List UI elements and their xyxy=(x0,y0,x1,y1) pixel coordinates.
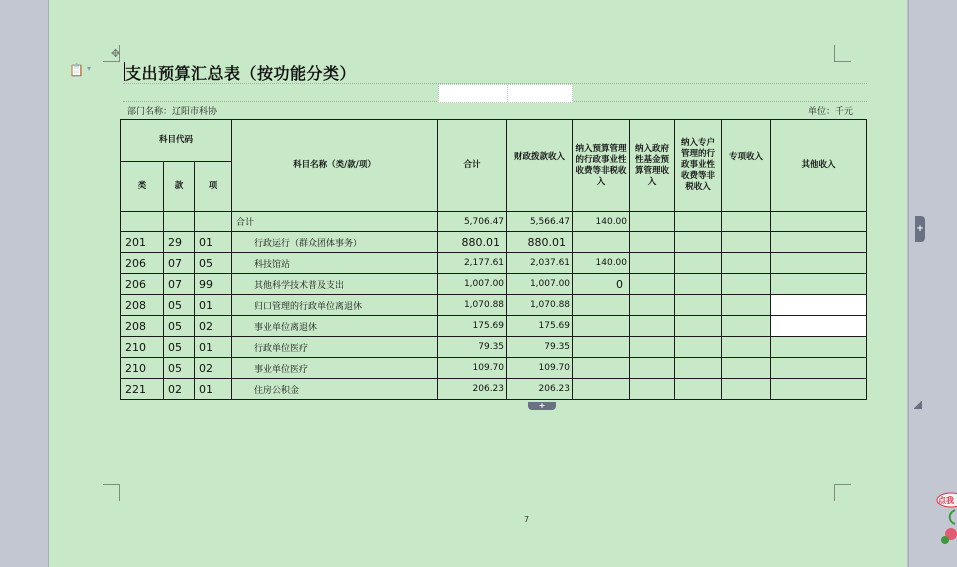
header-gov-fund: 纳入政府性基金预算管理收入 xyxy=(630,120,675,212)
cell-class[interactable]: 206 xyxy=(121,274,164,295)
header-subject-name: 科目名称（类/款/项） xyxy=(232,120,438,212)
cell-name[interactable]: 事业单位医疗 xyxy=(232,358,438,379)
cell-class[interactable]: 201 xyxy=(121,232,164,253)
add-row-icon[interactable]: + xyxy=(915,216,925,242)
cell-gov-fund[interactable] xyxy=(630,232,675,253)
cell-total[interactable]: 79.35 xyxy=(438,337,507,358)
table-row[interactable] xyxy=(121,253,867,274)
cell-section[interactable]: 05 xyxy=(164,316,195,337)
cell-name[interactable]: 事业单位离退休 xyxy=(232,316,438,337)
header-special-income: 专项收入 xyxy=(722,120,771,212)
promo-flower-icon[interactable] xyxy=(931,488,957,548)
header-special-fees: 纳入专户管理的行政事业性收费等非税收入 xyxy=(675,120,722,212)
add-column-icon[interactable]: + xyxy=(528,402,556,410)
cell-class[interactable]: 210 xyxy=(121,358,164,379)
cell-fiscal[interactable]: 175.69 xyxy=(507,316,573,337)
cell-special-income[interactable] xyxy=(722,337,771,358)
header-item: 项 xyxy=(195,162,232,212)
table-row[interactable] xyxy=(121,295,867,316)
cell-total[interactable]: 206.23 xyxy=(438,379,507,400)
cell-class[interactable]: 210 xyxy=(121,337,164,358)
header-subject-code: 科目代码 xyxy=(121,120,232,162)
cell-item[interactable]: 01 xyxy=(195,337,232,358)
page-corner-mark-bottom-right xyxy=(834,484,851,501)
cell-item[interactable]: 99 xyxy=(195,274,232,295)
header-fiscal-allocation: 财政拨款收入 xyxy=(507,120,573,212)
cell-other-income[interactable] xyxy=(771,337,867,358)
cell-special-income[interactable] xyxy=(722,253,771,274)
cell-special-fees[interactable] xyxy=(675,358,722,379)
cell-item[interactable]: 01 xyxy=(195,295,232,316)
cell-total[interactable]: 1,070.88 xyxy=(438,295,507,316)
cell-name[interactable]: 行政单位医疗 xyxy=(232,337,438,358)
cell-class[interactable]: 208 xyxy=(121,295,164,316)
cell-special-fees[interactable] xyxy=(675,295,722,316)
cell-class[interactable]: 206 xyxy=(121,253,164,274)
cell-item[interactable]: 05 xyxy=(195,253,232,274)
budget-table xyxy=(120,119,867,400)
cell[interactable] xyxy=(771,212,867,232)
cell-section[interactable]: 02 xyxy=(164,379,195,400)
cell-name[interactable]: 行政运行（群众团体事务） xyxy=(232,232,438,253)
cell-other-income[interactable] xyxy=(771,253,867,274)
cell-special-fees[interactable] xyxy=(675,379,722,400)
cell-gov-fund[interactable] xyxy=(630,316,675,337)
cell-section[interactable]: 05 xyxy=(164,358,195,379)
cell[interactable] xyxy=(675,212,722,232)
cell-gov-fund[interactable] xyxy=(630,379,675,400)
cell-fiscal[interactable]: 2,037.61 xyxy=(507,253,573,274)
table-row[interactable] xyxy=(121,274,867,295)
cell-admin-fees[interactable] xyxy=(573,379,630,400)
cell-fiscal[interactable]: 1,007.00 xyxy=(507,274,573,295)
page-corner-mark-bottom-left xyxy=(103,484,120,501)
table-move-icon[interactable]: ✥ xyxy=(111,47,121,60)
document-page[interactable] xyxy=(49,0,924,567)
header-class: 类 xyxy=(121,162,164,212)
cell-special-income[interactable] xyxy=(722,274,771,295)
cell-fiscal[interactable]: 880.01 xyxy=(507,232,573,253)
cell[interactable] xyxy=(630,212,675,232)
paste-options-icon[interactable]: 📋 xyxy=(69,63,84,77)
header-section: 款 xyxy=(164,162,195,212)
cell-section[interactable]: 05 xyxy=(164,295,195,316)
cell-total[interactable]: 5,706.47 xyxy=(438,212,507,232)
cell-other-income[interactable] xyxy=(771,232,867,253)
cell[interactable] xyxy=(195,212,232,232)
cell-special-income[interactable] xyxy=(722,232,771,253)
cell-special-fees[interactable] xyxy=(675,232,722,253)
document-title: 支出预算汇总表（按功能分类） xyxy=(125,64,357,83)
cell-admin-fees[interactable]: 0 xyxy=(573,274,630,295)
selected-cells[interactable] xyxy=(438,84,573,103)
header-other-income: 其他收入 xyxy=(771,120,867,212)
cell-special-fees[interactable] xyxy=(675,337,722,358)
cell-section[interactable]: 05 xyxy=(164,337,195,358)
cell-special-fees[interactable] xyxy=(675,253,722,274)
cell-special-income[interactable] xyxy=(722,358,771,379)
department-label: 部门名称：辽阳市科协 xyxy=(127,107,218,117)
cell-total[interactable]: 175.69 xyxy=(438,316,507,337)
cell-other-income[interactable] xyxy=(771,379,867,400)
cell-admin-fees[interactable] xyxy=(573,232,630,253)
cell[interactable] xyxy=(121,212,164,232)
cell-total[interactable]: 1,007.00 xyxy=(438,274,507,295)
cell-gov-fund[interactable] xyxy=(630,253,675,274)
cell-fiscal[interactable]: 1,070.88 xyxy=(507,295,573,316)
cell-admin-fees[interactable] xyxy=(573,337,630,358)
cell-fiscal[interactable]: 5,566.47 xyxy=(507,212,573,232)
cell-total[interactable]: 880.01 xyxy=(438,232,507,253)
cell[interactable] xyxy=(722,212,771,232)
cell-item[interactable]: 01 xyxy=(195,232,232,253)
page-corner-mark-top-right xyxy=(834,45,851,62)
cell-name[interactable]: 住房公积金 xyxy=(232,379,438,400)
table-row-total[interactable] xyxy=(121,212,867,232)
cell-special-income[interactable] xyxy=(722,316,771,337)
cell-special-income[interactable] xyxy=(722,295,771,316)
cell-item[interactable]: 02 xyxy=(195,358,232,379)
cell-admin-fees[interactable]: 140.00 xyxy=(573,212,630,232)
cell-section[interactable]: 07 xyxy=(164,253,195,274)
right-margin-strip xyxy=(908,0,957,567)
cell-fiscal[interactable]: 206.23 xyxy=(507,379,573,400)
table-row[interactable] xyxy=(121,337,867,358)
table-row[interactable] xyxy=(121,379,867,400)
cell-total[interactable]: 2,177.61 xyxy=(438,253,507,274)
cell-gov-fund[interactable] xyxy=(630,358,675,379)
table-row[interactable] xyxy=(121,358,867,379)
cell-gov-fund[interactable] xyxy=(630,295,675,316)
cell-admin-fees[interactable] xyxy=(573,316,630,337)
cell-special-fees[interactable] xyxy=(675,274,722,295)
chevron-down-icon[interactable]: ▾ xyxy=(87,64,92,73)
cell-fiscal[interactable]: 79.35 xyxy=(507,337,573,358)
cell-other-income[interactable] xyxy=(771,295,867,316)
page-number: 7 xyxy=(524,515,530,524)
cell-name[interactable]: 归口管理的行政单位离退休 xyxy=(232,295,438,316)
table-resize-icon[interactable] xyxy=(914,401,922,409)
cell-admin-fees[interactable] xyxy=(573,295,630,316)
cell-admin-fees[interactable] xyxy=(573,358,630,379)
promo-label: 点我 xyxy=(938,496,954,505)
table-row[interactable] xyxy=(121,316,867,337)
cell-admin-fees[interactable]: 140.00 xyxy=(573,253,630,274)
unit-label: 单位：千元 xyxy=(808,107,854,117)
cell-section[interactable]: 29 xyxy=(164,232,195,253)
cell[interactable] xyxy=(164,212,195,232)
header-total: 合计 xyxy=(438,120,507,212)
cell-other-income[interactable] xyxy=(771,274,867,295)
cell-name[interactable]: 其他科学技术普及支出 xyxy=(232,274,438,295)
table-row[interactable] xyxy=(121,232,867,253)
cell-special-fees[interactable] xyxy=(675,316,722,337)
cell-name[interactable]: 科技馆站 xyxy=(232,253,438,274)
cell-other-income[interactable] xyxy=(771,358,867,379)
left-margin-strip xyxy=(0,0,49,567)
cell-gov-fund[interactable] xyxy=(630,274,675,295)
cell-name[interactable]: 合计 xyxy=(232,212,438,232)
header-admin-fees: 纳入预算管理的行政事业性收费等非税收入 xyxy=(573,120,630,212)
cell-class[interactable]: 221 xyxy=(121,379,164,400)
cell-other-income[interactable] xyxy=(771,316,867,337)
cell-fiscal[interactable]: 109.70 xyxy=(507,358,573,379)
cell-item[interactable]: 02 xyxy=(195,316,232,337)
cell-total[interactable]: 109.70 xyxy=(438,358,507,379)
cell-special-income[interactable] xyxy=(722,379,771,400)
cell-section[interactable]: 07 xyxy=(164,274,195,295)
cell-item[interactable]: 01 xyxy=(195,379,232,400)
cell-gov-fund[interactable] xyxy=(630,337,675,358)
cell-class[interactable]: 208 xyxy=(121,316,164,337)
